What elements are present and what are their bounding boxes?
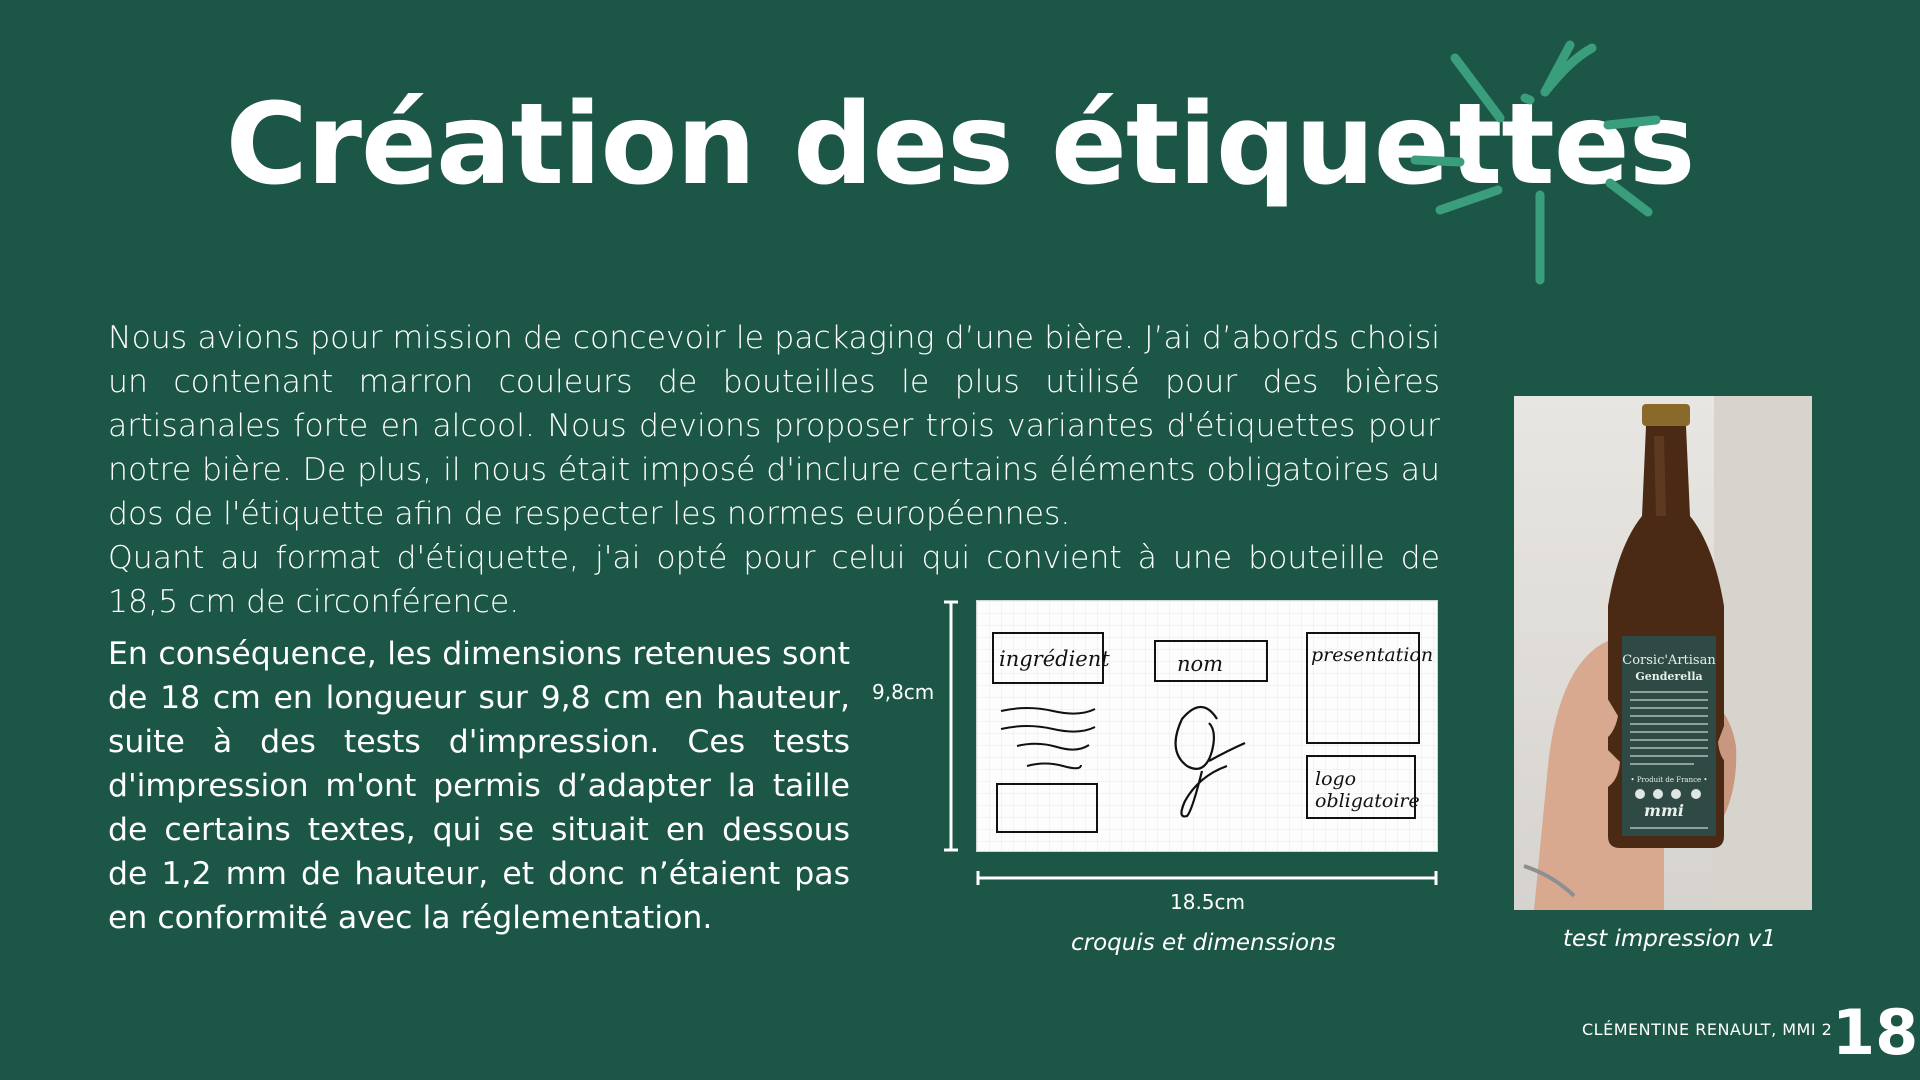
width-dimension-label: 18.5cm	[1170, 890, 1246, 914]
sketch-presentation-text: presentation	[1311, 644, 1434, 666]
bottle-product-text: Genderella	[1635, 670, 1703, 683]
page-title: Création des étiquettes	[225, 80, 1695, 210]
format-paragraph: Quant au format d'étiquette, j'ai opté pour celui qui convient à une bouteille de 18,5 cm de circonférence.	[108, 540, 1440, 620]
page-number: 18	[1832, 996, 1919, 1069]
bottle-brand-text: Corsic'Artisan	[1622, 653, 1716, 668]
height-dimension-label: 9,8cm	[872, 680, 935, 704]
height-dimension-line	[941, 600, 961, 852]
author-credit: CLÉMENTINE RENAULT, MMI 2	[1582, 1020, 1833, 1039]
sketch-obligatoire-text: obligatoire	[1315, 790, 1420, 812]
bottle-logo-text: mmi	[1644, 801, 1684, 820]
sketch-drawing	[977, 601, 1437, 851]
bottle-photo	[1514, 396, 1812, 910]
sparkle-decoration-icon	[1380, 30, 1680, 290]
bottle-illustration	[1514, 396, 1812, 910]
photo-caption: test impression v1	[1563, 926, 1777, 952]
sketch-nom-text: nom	[1177, 652, 1224, 676]
sketch-logo-text: logo	[1315, 768, 1357, 790]
bottle-produit-text: • Produit de France •	[1630, 776, 1708, 784]
label-sketch	[976, 600, 1438, 852]
dimensions-paragraph: En conséquence, les dimensions retenues sont de 18 cm en longueur sur 9,8 cm en hauteur, suite à des tests d'impression. Ces tests d'impression m'ont permis d’adapter la taille de certains textes, qui se situait en dessous de 1,2 mm de hauteur, et donc n’étaient pas en conformité avec la réglementation.	[108, 636, 850, 936]
sketch-ingredient-text: ingrédient	[999, 647, 1110, 671]
intro-paragraph: Nous avions pour mission de concevoir le packaging d’une bière. J’ai d’abords choisi un contenant marron couleurs de bouteilles le plus utilisé pour des bières artisanales forte en alcool. Nous devions proposer trois variantes d'étiquettes pour notre bière. De plus, il nous était imposé d'inclure certains éléments obligatoires au dos de l'étiquette afin de respecter les normes européennes.	[108, 320, 1440, 532]
sketch-caption: croquis et dimenssions	[1071, 930, 1336, 956]
width-dimension-line	[976, 868, 1438, 888]
